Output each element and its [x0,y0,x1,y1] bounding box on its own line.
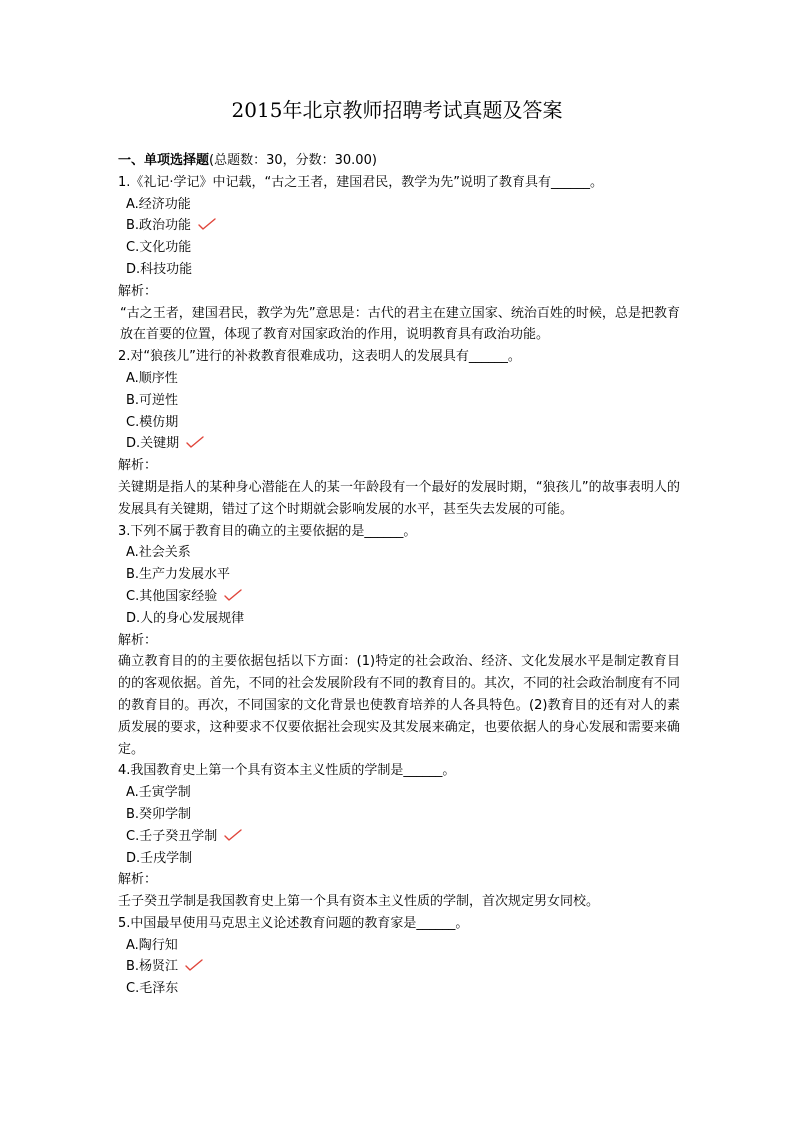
option-label: A.经济功能 [126,196,191,212]
option-c [118,826,680,848]
option-a [118,782,680,804]
option-b [118,215,680,237]
option-b [118,956,680,978]
analysis-text: 关键期是指人的某种身心潜能在人的某一年龄段有一个最好的发展时期，“狼孩儿”的故事表明人的发展具有关键期，错过了这个时期就会影响发展的水平，甚至失去发展的可能。 [118,479,680,517]
option-label: D.壬戌学制 [126,850,193,866]
option-label: B.癸卯学制 [126,806,192,822]
check-mark-icon [223,588,243,602]
option-label: A.陶行知 [126,937,178,953]
option-label: C.壬子癸丑学制 [126,828,218,844]
option-a [118,194,680,216]
check-mark-icon [197,217,217,231]
check-mark-icon [184,958,204,972]
question-1 [118,172,680,346]
analysis-label: 解析： [118,458,158,474]
option-b [118,390,680,412]
option-c [118,586,680,608]
question-4 [118,760,680,913]
question-stem: 5.中国最早使用马克思主义论述教育问题的教育家是______。 [118,915,469,931]
question-stem: 1.《礼记·学记》中记载，“古之王者，建国君民，教学为先”说明了教育具有______。 [118,174,604,190]
option-label: C.其他国家经验 [126,588,218,604]
option-label: A.社会关系 [126,545,191,561]
option-label: B.生产力发展水平 [126,567,231,583]
option-a [118,935,680,957]
document-title: 2015年北京教师招聘考试真题及答案 [231,98,563,122]
document-body [118,150,680,1000]
question-stem: 2.对“狼孩儿”进行的补救教育很难成功，这表明人的发展具有______。 [118,349,521,365]
option-label: D.人的身心发展规律 [126,610,245,626]
question-5 [118,913,680,1000]
option-label: C.文化功能 [126,240,192,256]
question-3 [118,521,680,761]
question-stem: 4.我国教育史上第一个具有资本主义性质的学制是______。 [118,763,456,779]
option-label: B.可逆性 [126,392,179,408]
option-d [118,433,680,455]
option-label: D.关键期 [126,436,180,452]
option-c [118,978,680,1000]
option-a [118,542,680,564]
analysis-label: 解析： [118,283,158,299]
option-label: D.科技功能 [126,261,193,277]
option-d [118,259,680,281]
question-2 [118,346,680,520]
option-c [118,412,680,434]
analysis-text: 壬子癸丑学制是我国教育史上第一个具有资本主义性质的学制，首次规定男女同校。 [118,894,600,910]
option-label: B.杨贤江 [126,959,179,975]
option-c [118,237,680,259]
analysis-text: “古之王者，建国君民，教学为先”意思是：古代的君主在建立国家、统治百姓的时候，总是把教育放在首要的位置，体现了教育对国家政治的作用，说明教育具有政治功能。 [120,305,680,343]
option-a [118,368,680,390]
check-mark-icon [185,435,205,449]
analysis-label: 解析： [118,632,158,648]
analysis-label: 解析： [118,872,158,888]
option-label: C.模仿期 [126,414,179,430]
check-mark-icon [223,828,243,842]
option-d [118,848,680,870]
option-label: A.壬寅学制 [126,785,191,801]
section-heading [118,150,680,172]
question-stem: 3.下列不属于教育目的确立的主要依据的是______。 [118,523,417,539]
option-label: A.顺序性 [126,370,178,386]
option-d [118,608,680,630]
analysis-text: 确立教育目的的主要依据包括以下方面：(1)特定的社会政治、经济、文化发展水平是制定教育目的的客观依据。首先，不同的社会发展阶段有不同的教育目的。其次，不同的社会政治制度有不同的教育目的。再次，不同国家的文化背景也使教育培养的人各具特色。(2)教育目的还有对人的素质发展的要求，这种要求不仅要依据社会现实及其发展来确定，也要依据人的身心发展和需要来确定。 [118,654,680,757]
option-label: C.毛泽东 [126,981,179,997]
section-title: 一、单项选择题 [118,153,210,168]
option-label: B.政治功能 [126,218,192,234]
option-b [118,564,680,586]
section-meta: (总题数：30，分数：30.00) [209,153,377,168]
option-b [118,804,680,826]
